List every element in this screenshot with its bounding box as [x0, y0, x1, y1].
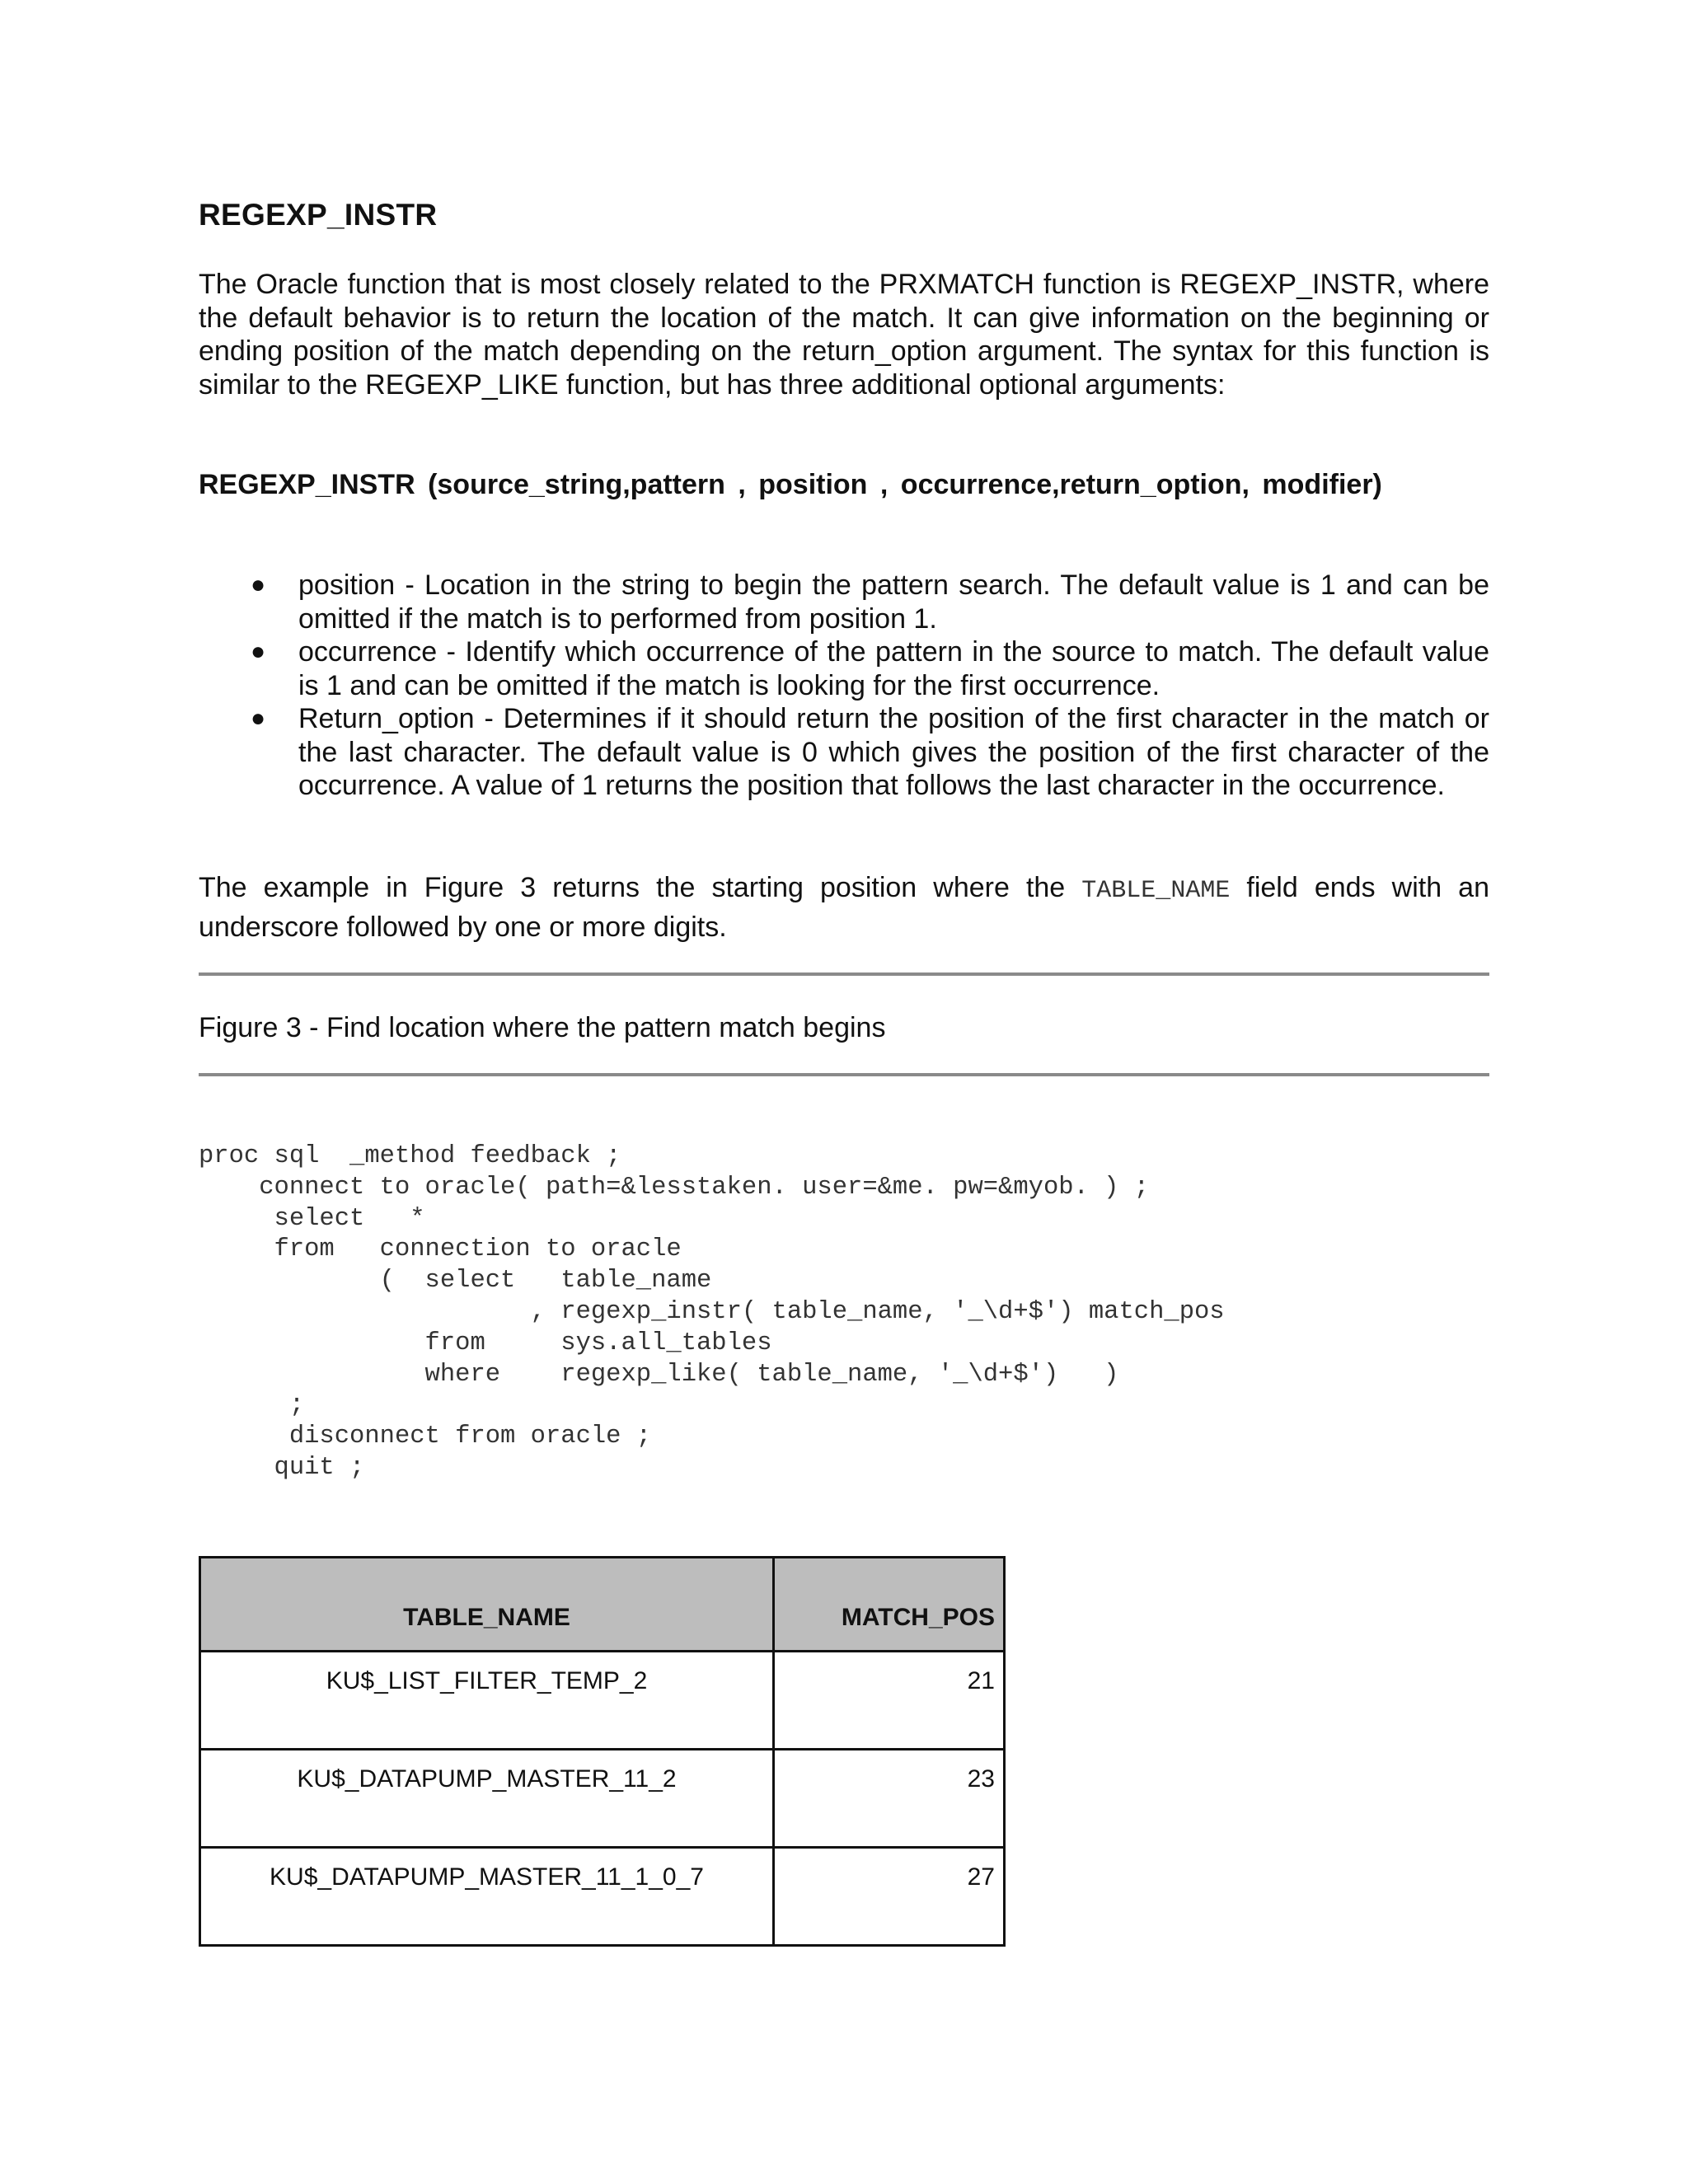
code-block: [199, 1141, 1225, 1484]
code-line: , regexp_instr( table_name, '_\d+$') match_pos: [199, 1297, 1225, 1326]
table-row: [200, 1750, 1005, 1848]
argument-list: [199, 569, 1489, 803]
table-row: [200, 1848, 1005, 1946]
code-line: proc sql _method feedback ;: [199, 1142, 621, 1170]
intro-paragraph: The Oracle function that is most closely related to the PRXMATCH function is REGEXP_INSTR, where the default behavior is to return the location of the match. It can give information on the beginning or ending position of the match depending on the return_option argument. The syntax for this function is similar to the REGEXP_LIKE function, but has three additional optional arguments:: [199, 269, 1489, 401]
match-pos-cell: 21: [774, 1652, 1005, 1750]
table-name-cell: KU$_DATAPUMP_MASTER_11_2: [200, 1750, 774, 1848]
list-item: [199, 569, 1489, 635]
code-line: ( select table_name: [199, 1267, 712, 1296]
column-header-table-name: TABLE_NAME: [200, 1558, 774, 1652]
code-line: quit ;: [199, 1453, 365, 1482]
table-header-row: [200, 1558, 1005, 1652]
table-name-cell: KU$_DATAPUMP_MASTER_11_1_0_7: [200, 1848, 774, 1946]
section-heading: REGEXP_INSTR: [199, 198, 438, 232]
example-text-before: The example in Figure 3 returns the starting position where the: [199, 872, 1082, 903]
list-item: [199, 635, 1489, 702]
match-pos-cell: 23: [774, 1750, 1005, 1848]
code-line: where regexp_like( table_name, '_\d+$') ): [199, 1360, 1119, 1389]
example-paragraph: [199, 869, 1489, 945]
figure-top-rule: [199, 972, 1489, 976]
figure-bottom-rule: [199, 1073, 1489, 1076]
code-line: from sys.all_tables: [199, 1329, 772, 1357]
code-line: select *: [199, 1204, 425, 1233]
list-item-text: occurrence - Identify which occurrence of the pattern in the source to match. The default value is 1 and can be omitted if the match is looking for the first occurrence.: [298, 636, 1489, 701]
code-line: connect to oracle( path=&lesstaken. user=&me. pw=&myob. ) ;: [199, 1173, 1150, 1202]
list-item-text: position - Location in the string to begin the pattern search. The default value is 1 and can be omitted if the match is to performed from position 1.: [298, 569, 1489, 635]
bullet-icon: ●: [251, 705, 266, 732]
match-pos-cell: 27: [774, 1848, 1005, 1946]
code-line: ;: [199, 1391, 305, 1420]
results-table: [199, 1556, 1006, 1947]
code-line: from connection to oracle: [199, 1235, 682, 1264]
list-item-text: Return_option - Determines if it should return the position of the first character in the match or the last character. The default value is 0 which gives the position of the first character of the occurrence. A value of 1 returns the position that follows the last character in the occurrence.: [298, 703, 1489, 801]
code-line: disconnect from oracle ;: [199, 1422, 652, 1451]
column-header-match-pos: MATCH_POS: [774, 1558, 1005, 1652]
figure-caption: Figure 3 - Find location where the pattern match begins: [199, 1012, 886, 1043]
list-item: [199, 702, 1489, 803]
function-syntax: REGEXP_INSTR (source_string,pattern , position , occurrence,return_option, modifier): [199, 469, 1382, 500]
table-row: [200, 1652, 1005, 1750]
bullet-icon: ●: [251, 638, 266, 665]
bullet-icon: ●: [251, 571, 266, 598]
table-name-cell: KU$_LIST_FILTER_TEMP_2: [200, 1652, 774, 1750]
example-text-after: field ends with an underscore followed by one or more digits.: [199, 872, 1490, 943]
inline-code-term: TABLE_NAME: [1081, 877, 1231, 905]
